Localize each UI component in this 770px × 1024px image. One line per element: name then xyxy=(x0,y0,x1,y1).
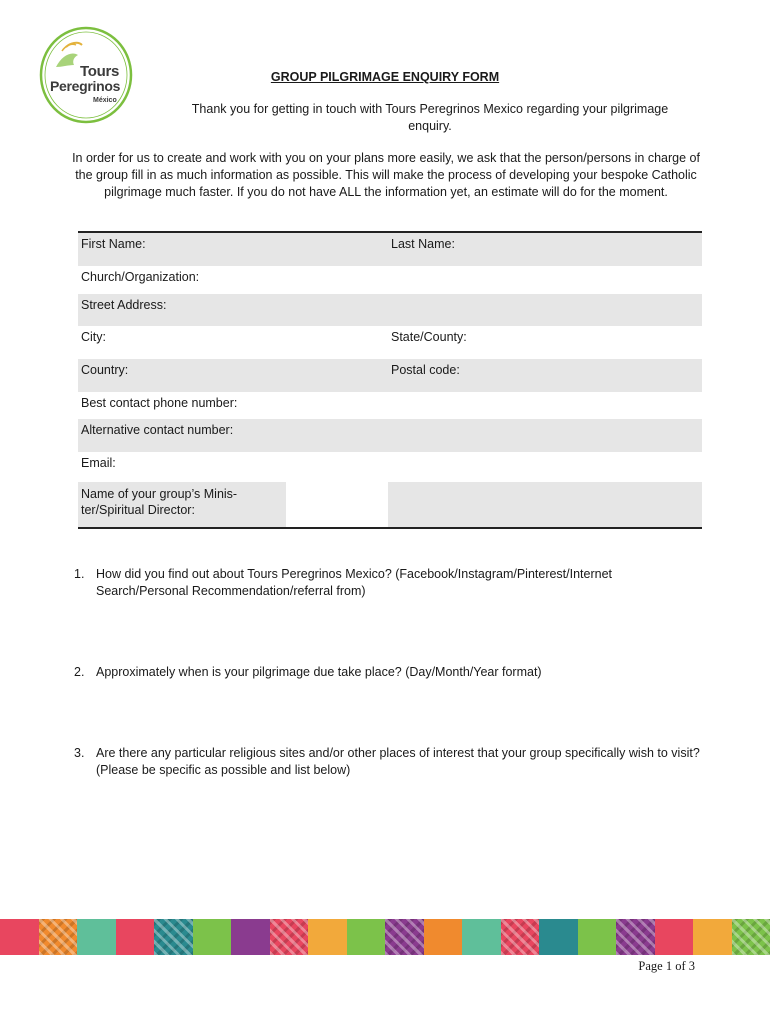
table-row xyxy=(78,452,702,482)
pattern-tile xyxy=(732,919,770,955)
question-1 xyxy=(74,566,704,599)
table-row xyxy=(78,392,702,419)
pattern-tile xyxy=(77,919,116,955)
alternative-phone-field[interactable]: Alternative contact number: xyxy=(81,423,234,437)
last-name-field[interactable]: Last Name: xyxy=(391,237,455,251)
pattern-tile xyxy=(424,919,463,955)
state-county-field[interactable]: State/County: xyxy=(391,330,467,344)
email-field[interactable]: Email: xyxy=(81,456,116,470)
question-text: How did you find out about Tours Peregrinos Mexico? (Facebook/Instagram/Pinterest/Internet Search/Personal Recommendation/referral from) xyxy=(96,567,613,598)
question-text: Approximately when is your pilgrimage due take place? (Day/Month/Year format) xyxy=(96,665,542,679)
pattern-tile xyxy=(501,919,540,955)
minister-field[interactable]: Name of your group’s Minis-ter/Spiritual Director: xyxy=(81,487,238,517)
pattern-tile xyxy=(462,919,501,955)
question-number: 1. xyxy=(74,567,85,581)
table-row xyxy=(78,326,702,359)
pattern-tile xyxy=(270,919,309,955)
logo-text-peregrinos: Peregrinos xyxy=(50,78,121,94)
logo-text-mexico: México xyxy=(93,97,117,104)
table-row xyxy=(78,359,702,392)
pattern-tile xyxy=(308,919,347,955)
table-row xyxy=(78,482,702,527)
pattern-tile xyxy=(385,919,424,955)
intro-thanks: Thank you for getting in touch with Tours Peregrinos Mexico regarding your pilgrimage enquiry. xyxy=(191,102,669,133)
postal-code-field[interactable]: Postal code: xyxy=(391,363,460,377)
question-2 xyxy=(74,664,704,681)
question-number: 3. xyxy=(74,746,85,760)
pattern-tile xyxy=(154,919,193,955)
city-field[interactable]: City: xyxy=(81,330,106,344)
pattern-tile xyxy=(347,919,386,955)
contact-details-table xyxy=(78,231,702,529)
phone-field[interactable]: Best contact phone number: xyxy=(81,396,238,410)
street-address-field[interactable]: Street Address: xyxy=(81,298,167,312)
pattern-tile xyxy=(116,919,155,955)
table-row xyxy=(78,266,702,294)
table-row xyxy=(78,294,702,326)
question-3 xyxy=(74,745,704,778)
first-name-field[interactable]: First Name: xyxy=(81,237,146,251)
question-text: Are there any particular religious sites and/or other places of interest that your group specifically wish to visit? (Please be specific as possible and list below) xyxy=(96,746,700,777)
form-title: GROUP PILGRIMAGE ENQUIRY FORM xyxy=(270,70,500,84)
table-row xyxy=(78,233,702,266)
table-row xyxy=(78,419,702,452)
pattern-tile xyxy=(231,919,270,955)
pattern-tile xyxy=(616,919,655,955)
decorative-pattern-strip xyxy=(0,919,770,955)
church-organization-field[interactable]: Church/Organization: xyxy=(81,270,200,284)
page-number: Page 1 of 3 xyxy=(638,959,695,973)
country-field[interactable]: Country: xyxy=(81,363,129,377)
pattern-tile xyxy=(693,919,732,955)
pattern-tile xyxy=(193,919,232,955)
pattern-tile xyxy=(539,919,578,955)
pattern-tile xyxy=(578,919,617,955)
pattern-tile xyxy=(39,919,78,955)
intro-body: In order for us to create and work with you on your plans more easily, we ask that the person/persons in charge of the group fill in as much information as possible. This will make the process of developing your bespoke Catholic pilgrimage much faster. If you do not have ALL the information yet, an estimate will do for the moment. xyxy=(72,151,700,199)
pattern-tile xyxy=(655,919,694,955)
pattern-tile xyxy=(0,919,39,955)
question-number: 2. xyxy=(74,665,85,679)
logo-text-tours: Tours xyxy=(80,63,120,80)
